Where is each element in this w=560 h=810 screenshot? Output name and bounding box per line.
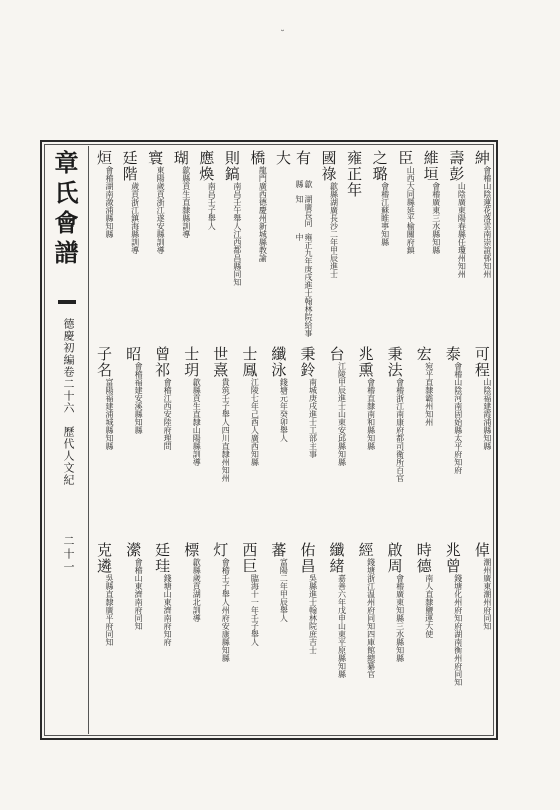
entry-note: 太平府知府 <box>453 434 463 474</box>
entry-note: 貴筑壬子舉人 <box>221 378 231 426</box>
entry-note: 富陽 <box>105 378 114 394</box>
entry-note: 江陵七年己酉 <box>250 378 260 426</box>
entry-note: 直隸縣訓導 <box>181 198 191 238</box>
entry-note: 工部主事 <box>308 426 318 458</box>
entry-note: 歙縣貢生 <box>181 166 191 198</box>
entry-name: 有大 <box>273 150 312 166</box>
entry-name: 烜 <box>95 150 113 166</box>
entry-name: 雍正年 <box>345 150 364 198</box>
register-entry <box>152 542 172 730</box>
entry-note: 都司衛所百官 <box>395 434 405 482</box>
entry-note: 會稽江蘇睢寧 <box>380 182 390 230</box>
register-entry <box>327 346 347 534</box>
entry-name: 瑚 <box>171 150 190 166</box>
entry-note: 浙江鎮海縣訓導 <box>130 198 140 254</box>
entry-note: 湖廣長沙 <box>329 198 339 230</box>
entry-note: 南昌壬午舉人 <box>232 182 242 230</box>
register-entry <box>181 346 201 534</box>
entry-note: 潮州 <box>482 558 492 574</box>
entry-note: 會稽 <box>395 574 405 590</box>
entry-name: 士鳳 <box>240 346 259 378</box>
entry-note: 江西都昌縣同知 <box>232 230 242 286</box>
register-entry <box>239 346 259 534</box>
entry-note: 浙江温州府同知 <box>366 574 376 630</box>
register-entry <box>472 150 492 338</box>
entry-note: 歙縣 <box>192 378 202 394</box>
entry-note: 福建霞浦縣知縣 <box>482 394 492 450</box>
register-entry <box>327 542 347 730</box>
entry-name: 倬 <box>472 542 491 558</box>
entry-name: 維垣 <box>421 150 440 182</box>
entry-note: 富陽二年甲辰舉人 <box>279 558 289 622</box>
register-entry <box>181 542 201 730</box>
fishtail-mark-icon <box>58 300 76 314</box>
entry-note: 四川直隸州知州 <box>221 426 231 482</box>
entry-name: 昭 <box>124 346 143 362</box>
entry-note: 山東平原縣知縣 <box>337 622 347 678</box>
entry-name: 壽彭 <box>447 150 466 182</box>
entry-note: 歙縣 <box>294 180 313 189</box>
entry-name: 西巨 <box>240 542 259 574</box>
entry-note: 南城庚戌進士 <box>308 378 318 426</box>
entry-note: 進士翰林院庶吉士 <box>308 590 318 654</box>
entry-note: 二年甲辰進士 <box>329 230 339 278</box>
entry-name: 標 <box>182 542 201 558</box>
entry-note: 錢塘 <box>163 574 173 590</box>
entry-note: 浙江遂安縣訓導 <box>156 198 166 254</box>
entry-note: 會稽壬子舉人 <box>221 558 231 606</box>
register-row <box>94 542 492 730</box>
entry-name: 橋 <box>248 150 267 166</box>
register-entry <box>414 542 434 730</box>
entry-note: 會稽 <box>105 166 114 182</box>
entry-note: 錢塘 <box>453 574 463 590</box>
entry-note: 錢塘元年癸卯舉人 <box>279 378 289 442</box>
register-entry <box>171 150 191 338</box>
register-entry <box>385 542 405 730</box>
register-entry <box>239 542 259 730</box>
entry-name: 國祿 <box>319 150 338 182</box>
entry-note: 貢生直隸山陽縣訓導 <box>192 394 202 466</box>
register-entry <box>319 150 339 338</box>
entry-name: 臣 <box>396 150 415 166</box>
entry-note: 直隸霸州知州 <box>424 378 434 426</box>
register-entry <box>356 346 376 534</box>
register-entry <box>414 346 434 534</box>
entry-name: 秉鈴 <box>298 346 317 378</box>
entry-note: 人廣西知縣 <box>250 426 260 466</box>
entry-note: 會稽 <box>395 378 405 394</box>
register-entry <box>123 346 143 534</box>
register-entry <box>395 150 415 338</box>
entry-name: 兆熏 <box>356 346 375 378</box>
register-entry <box>297 346 317 534</box>
register-entry <box>370 150 390 338</box>
entry-note: 州府安康縣知縣 <box>221 606 231 662</box>
entry-note: 會稽廣東三水縣知縣 <box>431 182 441 254</box>
entry-note: 龍門廣西德慶州 <box>258 166 268 222</box>
entry-name: 子名 <box>95 346 113 378</box>
register-entry <box>443 542 463 730</box>
register-entry <box>297 542 317 730</box>
entry-name: 灯 <box>211 542 230 558</box>
entry-note: 南人 <box>424 574 434 590</box>
book-title: 章氏會譜 <box>50 150 79 270</box>
entry-note: 福建浦城縣知縣 <box>105 394 114 450</box>
entry-name: 台 <box>327 346 346 362</box>
entry-note: 湖廣長同知 <box>294 195 313 228</box>
register-entry <box>247 150 267 338</box>
entry-note: 會稽山陰蓮花落 <box>482 166 492 222</box>
entry-name: 之璐 <box>370 150 389 182</box>
register-entry <box>443 346 463 534</box>
entry-note: 會稽 <box>366 378 376 394</box>
entry-note: 宛平 <box>424 362 434 378</box>
entry-note: 化州府知府 <box>453 590 463 630</box>
register-entry <box>446 150 466 338</box>
register-entry <box>472 346 492 534</box>
entry-note: 雍正九年庚戌進士翰林院給事中 <box>294 232 313 337</box>
entry-name: 廷階 <box>120 150 139 182</box>
entry-note: 湖南漵浦縣知縣 <box>105 182 114 238</box>
register-entry <box>210 346 230 534</box>
ink-mark: ˘ <box>280 30 285 41</box>
entry-note: 湖北訓導 <box>192 590 202 622</box>
register-entry <box>94 346 114 534</box>
entry-name: 應煥 <box>197 150 216 182</box>
entry-name: 兆曾 <box>443 542 462 574</box>
entry-note: 南昌壬子舉人 <box>207 182 217 230</box>
entry-note: 歲貢 <box>130 182 140 198</box>
register-entry <box>344 150 364 338</box>
register-row <box>94 346 492 534</box>
entry-name: 經 <box>356 542 375 558</box>
entry-note: 四庫館總纂官 <box>366 630 376 678</box>
entry-note: 會稽 <box>134 362 144 378</box>
entry-note: 會稽山陰 <box>453 362 463 394</box>
entry-note: 江陵甲辰進士 <box>337 362 347 410</box>
entry-note: 廣東知縣 <box>395 590 405 622</box>
entry-name: 佑昌 <box>298 542 317 574</box>
register-entry <box>120 150 140 338</box>
entry-note: 三水縣知縣 <box>395 622 405 662</box>
entry-note: 山東濟南府知府 <box>163 590 173 646</box>
entry-note: 知縣 <box>380 230 390 246</box>
entry-note: 東陽歲貢 <box>156 166 166 198</box>
entry-note: 直隸廣平府同知 <box>105 590 114 646</box>
register-entry <box>210 542 230 730</box>
entry-note: 榆關府鎮 <box>406 222 416 254</box>
entry-name: 瀠 <box>124 542 143 558</box>
entry-name: 時德 <box>414 542 433 574</box>
entry-note: 福建安溪縣知縣 <box>134 378 144 434</box>
register-entry <box>268 346 288 534</box>
entry-name: 宏 <box>414 346 433 362</box>
register-entry <box>152 346 172 534</box>
entry-name: 纖緒 <box>327 542 346 574</box>
register-entry <box>196 150 216 338</box>
register-entry <box>145 150 165 338</box>
entry-note: 山陰 <box>482 378 492 394</box>
page-number: 二十一 <box>62 535 75 574</box>
entry-name: 紳 <box>472 150 491 166</box>
entry-note: 山東安邱縣知縣 <box>337 410 347 466</box>
entry-note: 會稽 <box>163 378 173 394</box>
entry-note: 江西安陸府理問 <box>163 394 173 450</box>
entry-name: 曾祁 <box>153 346 172 378</box>
entry-name: 啟周 <box>385 542 404 574</box>
register-entry <box>123 542 143 730</box>
register-body <box>94 150 492 730</box>
entry-note: 錢塘 <box>366 558 376 574</box>
entry-note: 會稽 <box>134 558 144 574</box>
register-entry <box>273 150 313 338</box>
entry-name: 世熹 <box>211 346 230 378</box>
entry-note: 臨海十一年壬子舉人 <box>250 574 260 646</box>
entry-name: 秉法 <box>385 346 404 378</box>
register-entry <box>94 542 114 730</box>
entry-note: 直隸南和縣知縣 <box>366 394 376 450</box>
register-entry <box>268 542 288 730</box>
entry-name: 廷珪 <box>153 542 172 574</box>
entry-name: 則鎬 <box>222 150 241 182</box>
entry-note: 吳縣 <box>308 574 318 590</box>
register-row <box>94 150 492 338</box>
entry-name: 士玥 <box>182 346 201 378</box>
entry-note: 直隸鹽運大使 <box>424 590 434 638</box>
entry-note: 山東濟南府同知 <box>134 574 144 630</box>
entry-note: 河南固始縣 <box>453 394 463 434</box>
entry-name: 泰 <box>443 346 462 362</box>
register-entry <box>421 150 441 338</box>
entry-name: 纖泳 <box>269 346 288 378</box>
register-entry <box>356 542 376 730</box>
entry-note: 吳縣 <box>105 574 114 590</box>
register-entry <box>385 346 405 534</box>
entry-note: 山西大同縣延平 <box>406 166 416 222</box>
register-entry <box>94 150 114 338</box>
entry-name: 蕃 <box>269 542 288 558</box>
entry-note: 歙縣歲貢 <box>192 558 202 590</box>
entry-note: 嘉善六年戊申 <box>337 574 347 622</box>
register-entry <box>472 542 492 730</box>
entry-name: 可程 <box>472 346 491 378</box>
section-subtitle: 德慶初編卷二十六 歷代人文紀 <box>62 318 75 486</box>
entry-note: 雲南崇誼邨知州 <box>482 222 492 278</box>
entry-name: 寰 <box>146 150 165 166</box>
entry-note: 山陰廣東陽春縣 <box>457 182 467 238</box>
entry-note: 新城縣教諭 <box>258 222 268 262</box>
entry-note: 浙江南康府 <box>395 394 405 434</box>
entry-note: 歙縣 <box>329 182 339 198</box>
entry-note: 廣東潮州府同知 <box>482 574 492 630</box>
register-entry <box>222 150 242 338</box>
entry-note: 任瓊州知州 <box>457 238 467 278</box>
entry-note: 湖南衡州府同知 <box>453 630 463 686</box>
entry-name: 克遴 <box>95 542 113 574</box>
